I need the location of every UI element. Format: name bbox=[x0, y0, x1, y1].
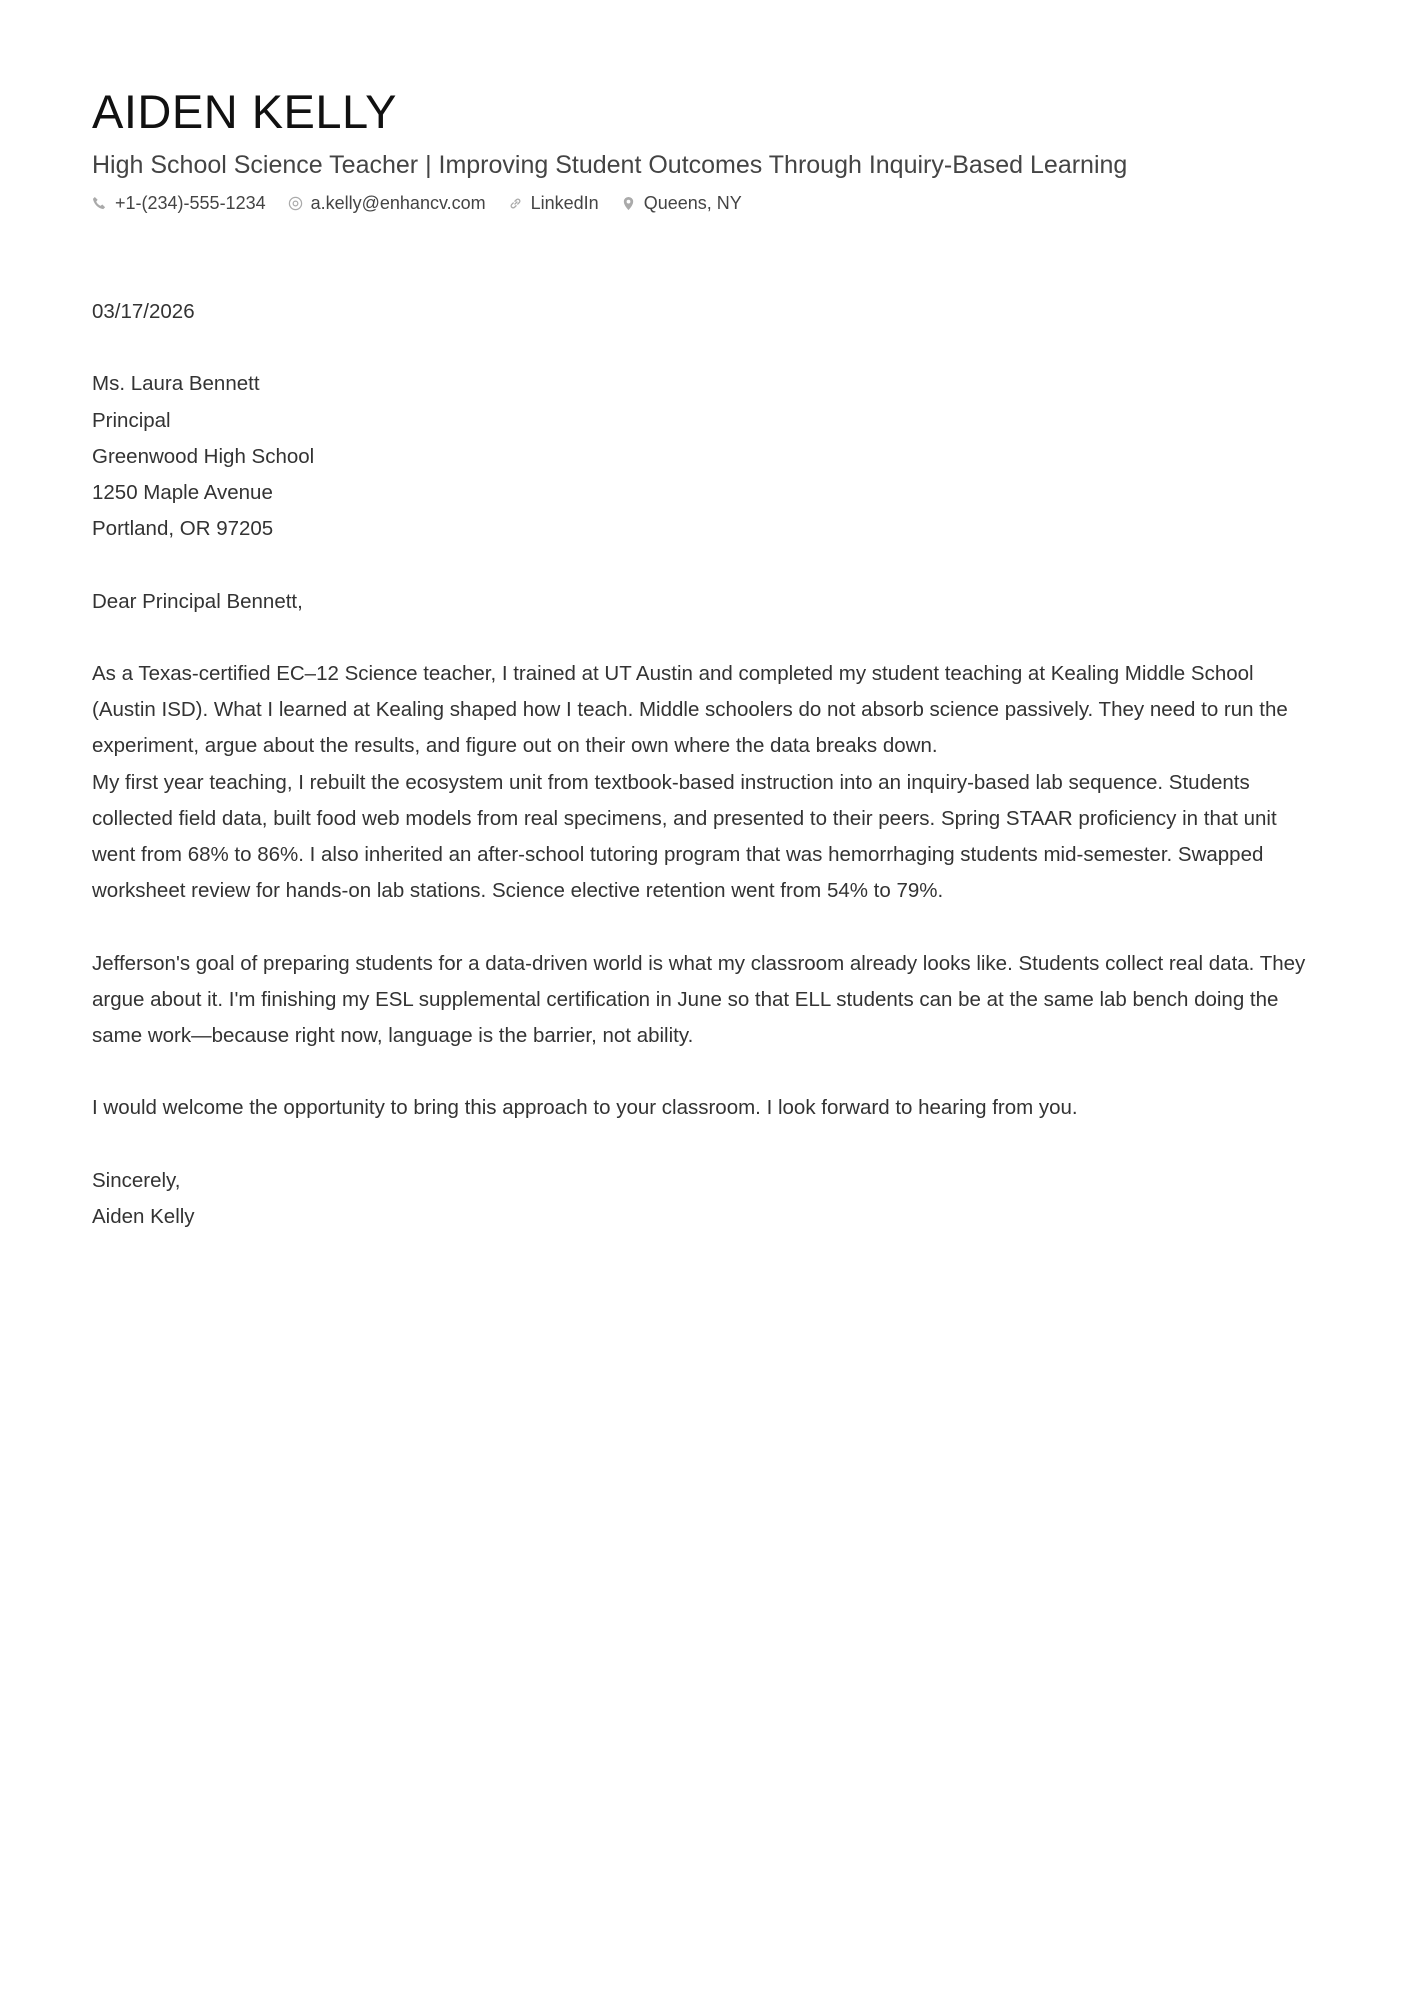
recipient-title: Principal bbox=[92, 408, 171, 432]
body-paragraph: Jefferson's goal of preparing students for a data-driven world is what my classroom already looks like. Students collect real data. They argue about it. I'm finishing my ESL supplemental certification in June so that ELL students can be at the same lab bench doing the same work—because right now, language is the barrier, not ability. bbox=[92, 951, 1306, 1047]
location-text: Queens, NY bbox=[643, 193, 742, 213]
at-icon bbox=[288, 196, 303, 211]
signature-name: Aiden Kelly bbox=[92, 1204, 195, 1228]
letter-body bbox=[92, 294, 1322, 1235]
phone-icon bbox=[92, 196, 107, 211]
recipient-city: Portland, OR 97205 bbox=[92, 517, 274, 541]
recipient-address bbox=[92, 366, 1322, 547]
contact-phone bbox=[92, 190, 266, 216]
body-paragraph: I would welcome the opportunity to bring this approach to your classroom. I look forward to hearing from you. bbox=[92, 1096, 1078, 1120]
recipient-street: 1250 Maple Avenue bbox=[92, 481, 273, 504]
location-pin-icon bbox=[621, 196, 636, 211]
body-paragraph: My first year teaching, I rebuilt the ecosystem unit from textbook-based instruction into an inquiry-based lab sequence. Students collected field data, built food web models from real specimens, and presented to their peers. Spring STAAR proficiency in that unit went from 68% to 86%. I also inherited an after-school tutoring program that was hemorrhaging students mid-semester. Swapped worksheet review for hands-on lab stations. Science elective retention went from 54% to 79%. bbox=[92, 770, 1277, 903]
contact-email bbox=[288, 190, 486, 216]
recipient-organization: Greenwood High School bbox=[92, 444, 315, 468]
contact-linkedin bbox=[508, 190, 599, 216]
sign-off bbox=[92, 1163, 1322, 1235]
letter-date: 03/17/2026 bbox=[92, 300, 195, 323]
cover-letter bbox=[92, 82, 1322, 1271]
body-paragraph-group bbox=[92, 656, 1322, 909]
greeting: Dear Principal Bennett, bbox=[92, 589, 303, 613]
email-address[interactable]: a.kelly@enhancv.com bbox=[310, 193, 486, 213]
linkedin-link[interactable]: LinkedIn bbox=[530, 193, 599, 213]
phone-number: +1-(234)-555-1234 bbox=[115, 193, 266, 213]
contact-location bbox=[621, 190, 742, 216]
link-icon bbox=[508, 196, 523, 211]
closing: Sincerely, bbox=[92, 1168, 181, 1192]
contact-info bbox=[92, 190, 1322, 216]
applicant-name: AIDEN KELLY bbox=[92, 85, 398, 138]
applicant-headline: High School Science Teacher | Improving Student Outcomes Through Inquiry-Based Learning bbox=[92, 151, 1128, 179]
body-paragraph: As a Texas-certified EC–12 Science teacher, I trained at UT Austin and completed my student teaching at Kealing Middle School (Austin ISD). What I learned at Kealing shaped how I teach. Middle schoolers do not absorb science passively. They need to run the experiment, argue about the results, and figure out on their own where the data breaks down. bbox=[92, 661, 1288, 758]
recipient-name: Ms. Laura Bennett bbox=[92, 372, 260, 396]
